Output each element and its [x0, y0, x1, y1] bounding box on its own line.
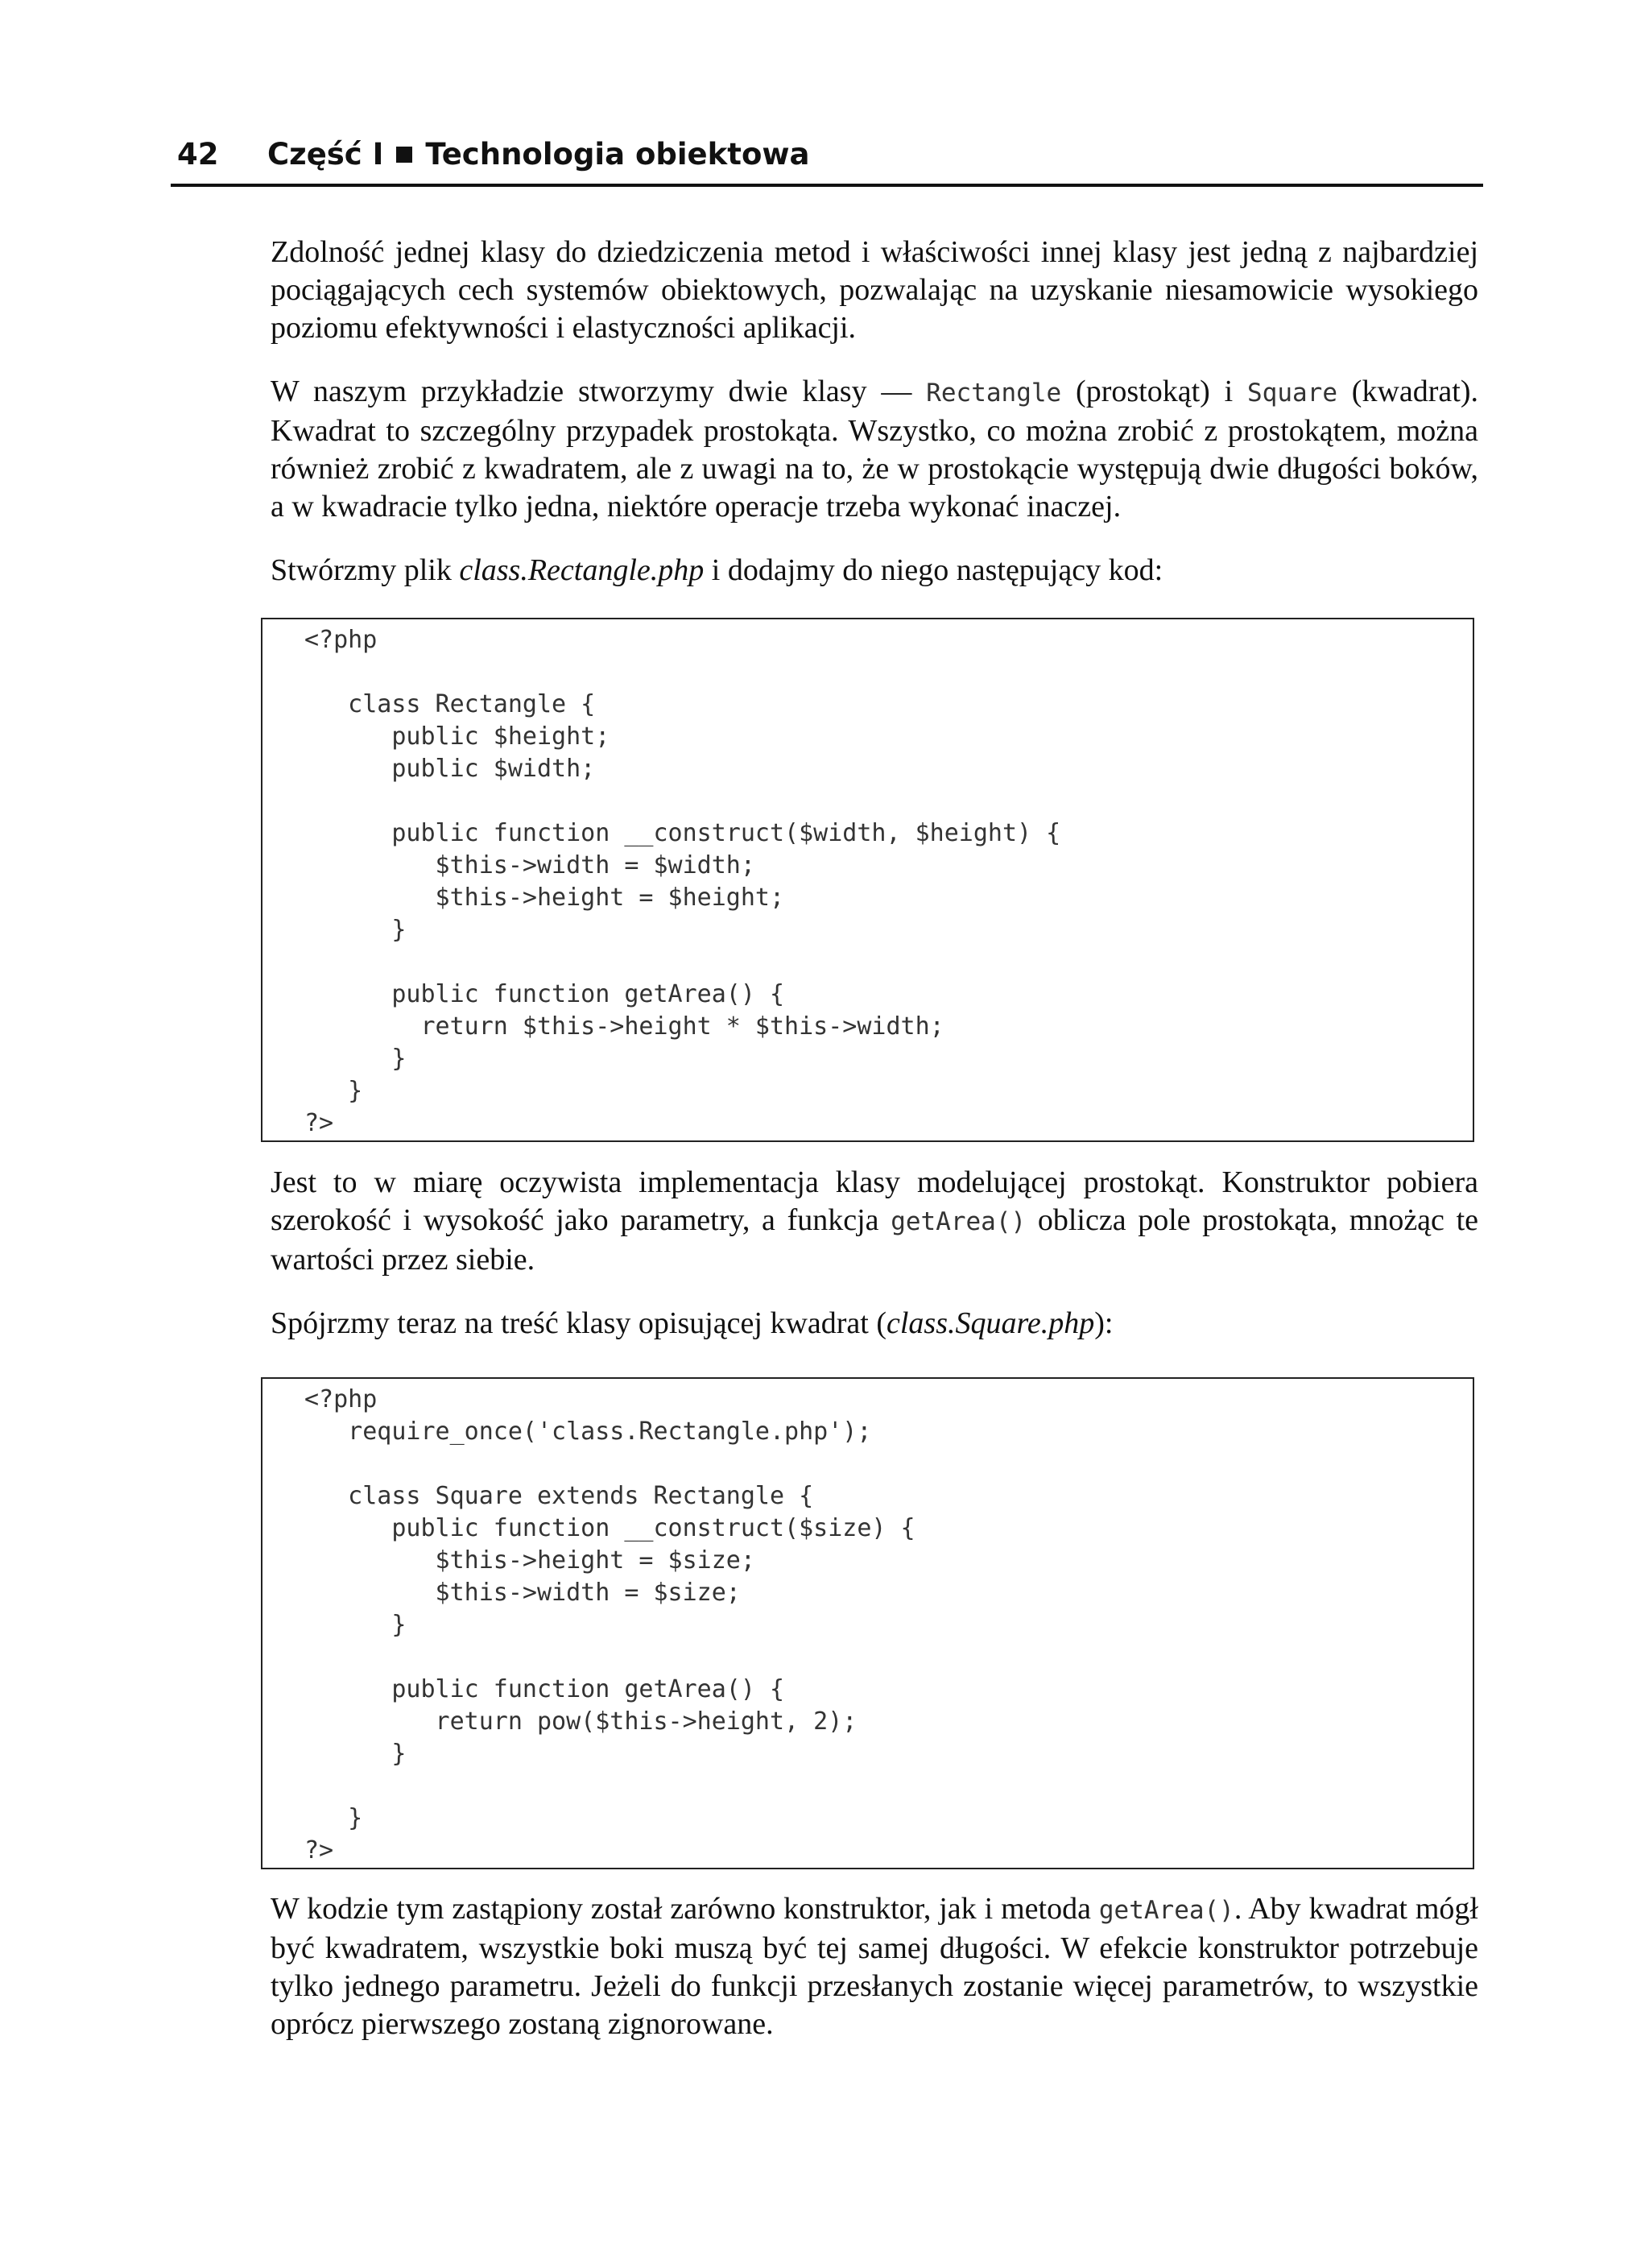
code-listing-rectangle: [261, 618, 1474, 1142]
paragraph-example-classes: [271, 373, 1478, 526]
filename-square: class.Square.php: [886, 1306, 1095, 1340]
page-number: 42: [177, 137, 219, 172]
running-header: [171, 129, 1483, 187]
chapter-title: Technologia obiektowa: [425, 137, 810, 172]
code-text: <?php require_once('class.Rectangle.php'); class Square extends Rectangle { public function __construct($size) { $this->height = $size; $this->width = $size; } public function getArea() { return pow($this->height, 2); } } ?>: [304, 1385, 915, 1864]
text-span: . Aby kwadrat mógł być kwadratem, wszystkie boki muszą być tej samej długości. W efekcie konstruktor potrzebuje tylko jednego parametru. Jeżeli do funkcji przesłanych zostanie więcej parametrów, to wszystkie oprócz pierwszego zostaną zignorowane.: [271, 1892, 1478, 2041]
inline-code-rectangle: Rectangle: [926, 379, 1062, 408]
square-bullet-icon: [396, 147, 412, 163]
text-span: ):: [1094, 1306, 1114, 1340]
text-span: (prostokąt) i: [1061, 375, 1247, 408]
paragraph-create-file: [271, 552, 1478, 590]
text-span: W kodzie tym zastąpiony został zarówno konstruktor, jak i metoda: [271, 1892, 1099, 1926]
paragraph-rectangle-explanation: [271, 1164, 1478, 1279]
text-span: (kwadrat). Kwadrat to szczególny przypadek prostokąta. Wszystko, co można zrobić z prostokątem, można również zrobić z kwadratem, ale z uwagi na to, że w prostokącie występują dwie długości boków, a w kwadracie tylko jedna, niektóre operacje trzeba wykonać inaczej.: [271, 375, 1479, 524]
paragraph-inheritance-intro: Zdolność jednej klasy do dziedziczenia metod i właściwości innej klasy jest jedną z najbardziej pociągających cech systemów obiektowych, pozwalając na uzyskanie niesamowicie wysokiego poziomu efektywności i elastyczności aplikacji.: [271, 235, 1478, 345]
text-span: Stwórzmy plik: [271, 553, 460, 587]
inline-code-getarea: getArea(): [891, 1207, 1027, 1236]
code-text: <?php class Rectangle { public $height; public $width; public function __construct($width, $height) { $this->width = $width; $this->height = $height; } public function getArea() { return $this->height * $this->width; } } ?>: [304, 626, 1061, 1137]
paragraph-square-intro: [271, 1305, 1478, 1343]
part-label: Część I: [267, 137, 384, 172]
text-span: i dodajmy do niego następujący kod:: [704, 553, 1163, 587]
filename-rectangle: class.Rectangle.php: [459, 553, 705, 587]
paragraph-override-explanation: [271, 1890, 1478, 2043]
text-span: W naszym przykładzie stworzymy dwie klasy —: [271, 375, 927, 408]
inline-code-square: Square: [1247, 379, 1337, 408]
inline-code-getarea: getArea(): [1098, 1896, 1234, 1925]
text-span: Jest to w miarę oczywista implementacja klasy modelującej prostokąt. Konstruktor pobiera szerokość i wysokość jako parametry, a funkcja: [271, 1165, 1478, 1237]
text-span: Spójrzmy teraz na treść klasy opisującej kwadrat (: [271, 1306, 886, 1340]
text-span: oblicza pole prostokąta, mnożąc te wartości przez siebie.: [271, 1203, 1479, 1277]
code-listing-square: [261, 1377, 1474, 1869]
chapter-heading: [267, 137, 810, 172]
